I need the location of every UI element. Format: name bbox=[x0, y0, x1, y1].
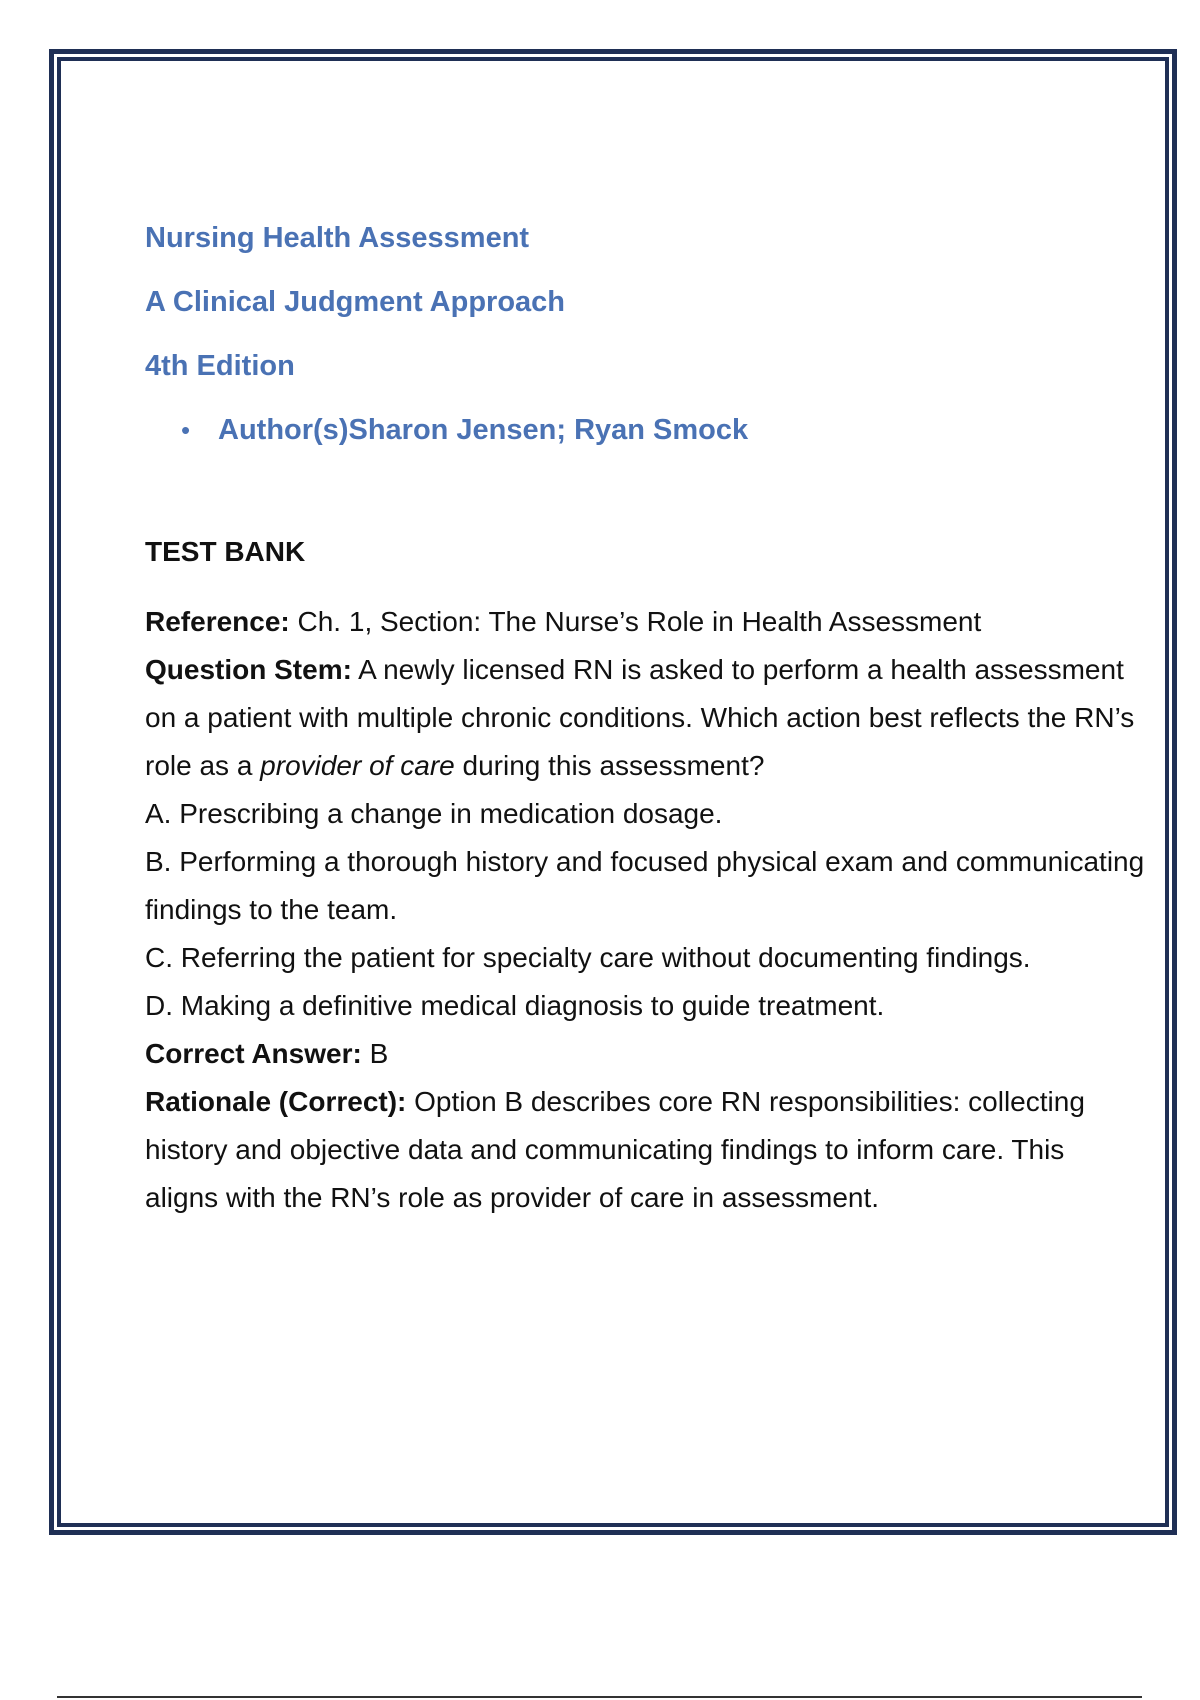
rationale-label: Rationale (Correct): bbox=[145, 1086, 407, 1117]
document-content bbox=[145, 220, 1145, 1222]
rationale-paragraph bbox=[145, 1078, 1145, 1222]
option-d: D. Making a definitive medical diagnosis to guide treatment. bbox=[145, 990, 885, 1021]
option-c: C. Referring the patient for specialty care without documenting findings. bbox=[145, 942, 1031, 973]
test-bank-heading: TEST BANK bbox=[145, 536, 306, 567]
option-a: A. Prescribing a change in medication dosage. bbox=[145, 798, 723, 829]
authors-text: Author(s)Sharon Jensen; Ryan Smock bbox=[218, 414, 749, 446]
correct-answer-paragraph bbox=[145, 1030, 1145, 1078]
page-border bbox=[49, 49, 1177, 1535]
question-stem-label: Question Stem: bbox=[145, 654, 352, 685]
reference-label: Reference: bbox=[145, 606, 290, 637]
question-stem-paragraph bbox=[145, 646, 1145, 790]
question-stem-text-end: during this assessment? bbox=[454, 750, 765, 781]
question-stem-text: A newly licensed RN is asked to perform a health assessment on a patient with multiple chronic conditions. Which action best reflects the RN’s role as a bbox=[145, 654, 1135, 781]
correct-answer-label: Correct Answer: bbox=[145, 1038, 362, 1069]
book-edition: 4th Edition bbox=[145, 350, 295, 382]
question-stem-italic-text: provider of care bbox=[260, 750, 455, 781]
reference-text: Ch. 1, Section: The Nurse’s Role in Health Assessment bbox=[289, 606, 982, 637]
bullet-icon: • bbox=[181, 415, 191, 445]
book-subtitle: A Clinical Judgment Approach bbox=[145, 286, 566, 318]
rationale-text: Option B describes core RN responsibilities: collecting history and objective data and communicating findings to inform care. This aligns with the RN’s role as provider of care in assessment. bbox=[145, 1086, 1085, 1213]
author-list-item bbox=[145, 412, 1145, 448]
correct-answer-value: B bbox=[361, 1038, 389, 1069]
book-title: Nursing Health Assessment bbox=[145, 222, 530, 254]
option-b: B. Performing a thorough history and focused physical exam and communicating findings to the team. bbox=[145, 846, 1145, 925]
reference-paragraph bbox=[145, 598, 1145, 646]
footer-divider bbox=[57, 1696, 1142, 1698]
